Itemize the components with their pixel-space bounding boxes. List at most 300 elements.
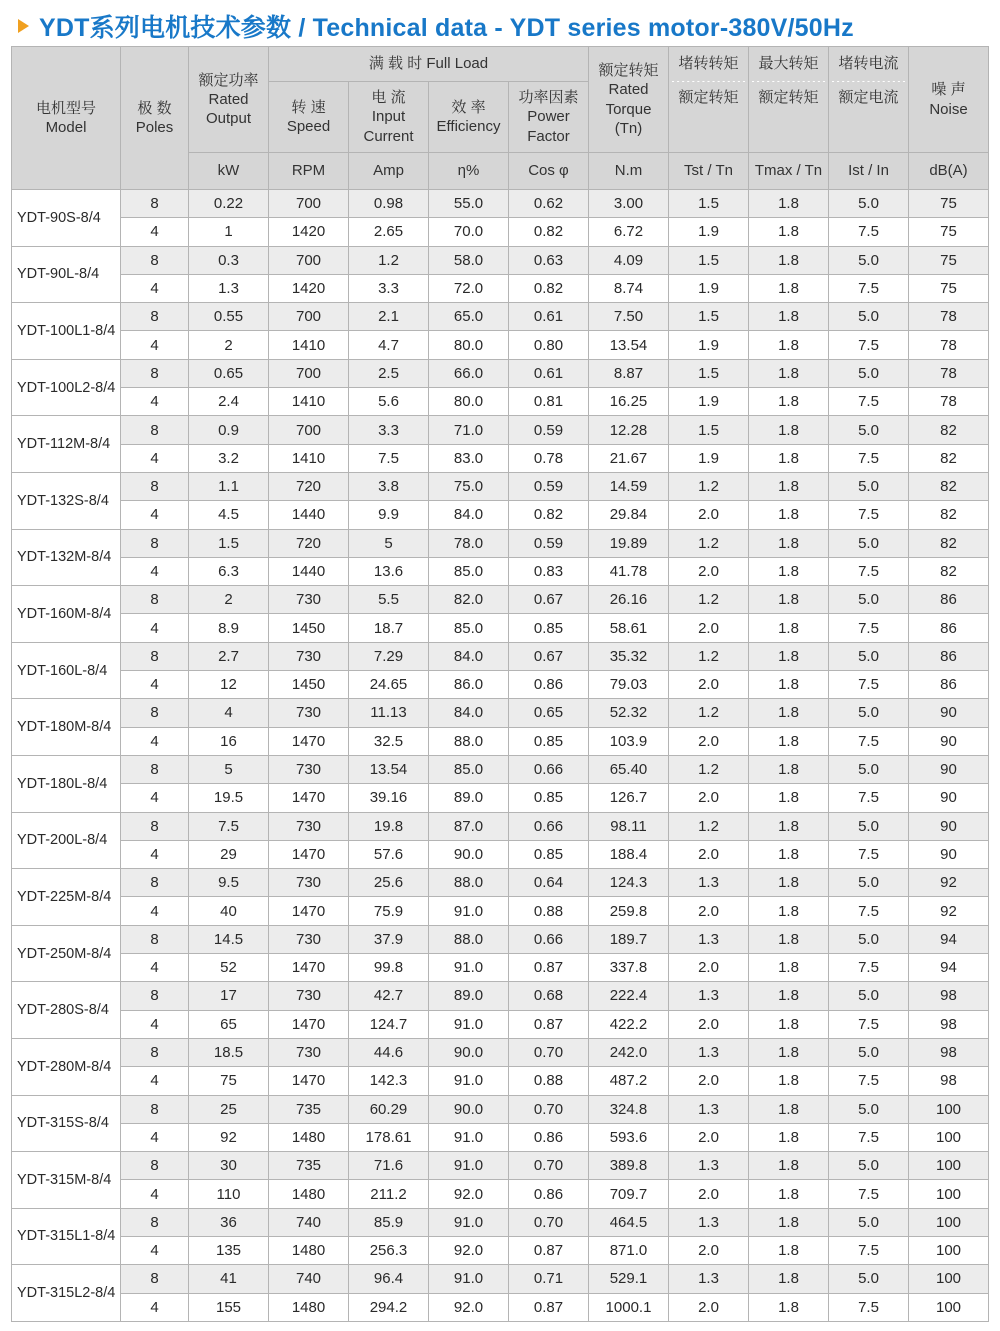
table-cell: 0.59 bbox=[509, 529, 589, 557]
table-cell: 75 bbox=[189, 1067, 269, 1095]
header-power-factor: 功率因素 Power Factor bbox=[509, 82, 589, 153]
table-row bbox=[12, 1010, 989, 1038]
table-cell: 7.5 bbox=[829, 840, 909, 868]
table-cell: 700 bbox=[269, 303, 349, 331]
table-cell: 8 bbox=[121, 1265, 189, 1293]
table-cell: 294.2 bbox=[349, 1293, 429, 1321]
header-noise: 噪 声 Noise bbox=[909, 47, 989, 153]
table-cell: 1.8 bbox=[749, 274, 829, 302]
table-cell: 1.8 bbox=[749, 501, 829, 529]
unit-cos-phi: Cos φ bbox=[509, 153, 589, 190]
table-cell: 85.0 bbox=[429, 557, 509, 585]
header-rated-torque: 额定转矩 Rated Torque (Tn) bbox=[589, 47, 669, 153]
table-cell: 7.5 bbox=[829, 1180, 909, 1208]
table-cell: 0.87 bbox=[509, 954, 589, 982]
table-cell: 52.32 bbox=[589, 699, 669, 727]
table-cell: 4 bbox=[121, 1236, 189, 1264]
table-cell: 1.8 bbox=[749, 1152, 829, 1180]
table-cell: 2.0 bbox=[669, 501, 749, 529]
table-cell: 0.55 bbox=[189, 303, 269, 331]
table-cell: 1.2 bbox=[669, 472, 749, 500]
table-cell: 16.25 bbox=[589, 388, 669, 416]
table-cell: 8 bbox=[121, 755, 189, 783]
table-cell: 0.86 bbox=[509, 1123, 589, 1151]
table-cell: 100 bbox=[909, 1095, 989, 1123]
table-cell: 7.29 bbox=[349, 642, 429, 670]
table-cell: 58.61 bbox=[589, 614, 669, 642]
table-cell: 4 bbox=[189, 699, 269, 727]
model-name-cell: YDT-280S-8/4 bbox=[12, 982, 121, 1039]
table-cell: 70.0 bbox=[429, 218, 509, 246]
table-cell: 1.9 bbox=[669, 274, 749, 302]
header-rated-output: 额定功率 Rated Output bbox=[189, 47, 269, 153]
table-cell: 8.9 bbox=[189, 614, 269, 642]
table-cell: 78.0 bbox=[429, 529, 509, 557]
table-cell: 8 bbox=[121, 303, 189, 331]
table-cell: 1.8 bbox=[749, 246, 829, 274]
table-cell: 7.5 bbox=[829, 331, 909, 359]
table-cell: 2.5 bbox=[349, 359, 429, 387]
model-name-cell: YDT-100L1-8/4 bbox=[12, 303, 121, 360]
table-row bbox=[12, 925, 989, 953]
table-cell: 5.0 bbox=[829, 642, 909, 670]
table-cell: 1480 bbox=[269, 1123, 349, 1151]
table-cell: 5 bbox=[349, 529, 429, 557]
table-cell: 85.0 bbox=[429, 614, 509, 642]
table-row bbox=[12, 642, 989, 670]
table-cell: 75.9 bbox=[349, 897, 429, 925]
table-cell: 1.2 bbox=[669, 699, 749, 727]
table-row bbox=[12, 359, 989, 387]
table-cell: 0.70 bbox=[509, 1038, 589, 1066]
table-cell: 700 bbox=[269, 190, 349, 218]
table-body bbox=[12, 190, 989, 1322]
table-cell: 0.68 bbox=[509, 982, 589, 1010]
table-cell: 259.8 bbox=[589, 897, 669, 925]
unit-efficiency: η% bbox=[429, 153, 509, 190]
table-row bbox=[12, 501, 989, 529]
table-cell: 82 bbox=[909, 557, 989, 585]
unit-db: dB(A) bbox=[909, 153, 989, 190]
table-cell: 1.8 bbox=[749, 416, 829, 444]
table-cell: 720 bbox=[269, 472, 349, 500]
table-cell: 21.67 bbox=[589, 444, 669, 472]
table-cell: 98 bbox=[909, 1067, 989, 1095]
table-cell: 4 bbox=[121, 954, 189, 982]
table-cell: 1.8 bbox=[749, 784, 829, 812]
table-cell: 0.70 bbox=[509, 1152, 589, 1180]
table-cell: 1.8 bbox=[749, 1293, 829, 1321]
table-cell: 4 bbox=[121, 1180, 189, 1208]
table-cell: 0.82 bbox=[509, 218, 589, 246]
table-cell: 98 bbox=[909, 982, 989, 1010]
table-cell: 2.0 bbox=[669, 614, 749, 642]
table-cell: 0.85 bbox=[509, 727, 589, 755]
table-row bbox=[12, 1123, 989, 1151]
table-cell: 1.8 bbox=[749, 1208, 829, 1236]
header-model: 电机型号 Model bbox=[12, 47, 121, 190]
table-cell: 730 bbox=[269, 699, 349, 727]
table-cell: 730 bbox=[269, 586, 349, 614]
triangle-bullet-icon bbox=[18, 19, 29, 33]
table-cell: 91.0 bbox=[429, 897, 509, 925]
table-row bbox=[12, 331, 989, 359]
table-cell: 92 bbox=[189, 1123, 269, 1151]
table-cell: 1.8 bbox=[749, 1123, 829, 1151]
table-cell: 12.28 bbox=[589, 416, 669, 444]
model-name-cell: YDT-315M-8/4 bbox=[12, 1152, 121, 1209]
model-name-cell: YDT-250M-8/4 bbox=[12, 925, 121, 982]
table-cell: 90.0 bbox=[429, 1038, 509, 1066]
table-row bbox=[12, 529, 989, 557]
table-cell: 8 bbox=[121, 359, 189, 387]
table-cell: 2.0 bbox=[669, 1180, 749, 1208]
table-row bbox=[12, 869, 989, 897]
table-cell: 86 bbox=[909, 671, 989, 699]
table-cell: 4 bbox=[121, 1123, 189, 1151]
table-cell: 7.5 bbox=[829, 218, 909, 246]
table-cell: 2.1 bbox=[349, 303, 429, 331]
table-cell: 6.72 bbox=[589, 218, 669, 246]
table-cell: 7.5 bbox=[829, 727, 909, 755]
table-cell: 7.5 bbox=[829, 1293, 909, 1321]
table-cell: 8 bbox=[121, 246, 189, 274]
table-cell: 7.5 bbox=[829, 388, 909, 416]
table-cell: 82 bbox=[909, 444, 989, 472]
table-cell: 25 bbox=[189, 1095, 269, 1123]
table-cell: 735 bbox=[269, 1152, 349, 1180]
table-cell: 8 bbox=[121, 190, 189, 218]
table-cell: 142.3 bbox=[349, 1067, 429, 1095]
table-cell: 1.8 bbox=[749, 1010, 829, 1038]
table-cell: 1.9 bbox=[669, 388, 749, 416]
table-cell: 2.0 bbox=[669, 897, 749, 925]
table-cell: 871.0 bbox=[589, 1236, 669, 1264]
table-cell: 1.2 bbox=[669, 642, 749, 670]
table-cell: 0.70 bbox=[509, 1095, 589, 1123]
table-cell: 4 bbox=[121, 331, 189, 359]
table-cell: 1420 bbox=[269, 274, 349, 302]
table-cell: 389.8 bbox=[589, 1152, 669, 1180]
table-cell: 1.8 bbox=[749, 1180, 829, 1208]
table-cell: 5.0 bbox=[829, 586, 909, 614]
table-cell: 8 bbox=[121, 1152, 189, 1180]
table-row bbox=[12, 586, 989, 614]
table-cell: 100 bbox=[909, 1208, 989, 1236]
table-cell: 0.65 bbox=[509, 699, 589, 727]
table-cell: 78 bbox=[909, 388, 989, 416]
table-cell: 2.0 bbox=[669, 671, 749, 699]
table-cell: 88.0 bbox=[429, 869, 509, 897]
table-cell: 1.8 bbox=[749, 897, 829, 925]
table-cell: 4 bbox=[121, 671, 189, 699]
table-cell: 1450 bbox=[269, 671, 349, 699]
table-cell: 1.8 bbox=[749, 1095, 829, 1123]
table-cell: 91.0 bbox=[429, 1208, 509, 1236]
table-cell: 1.8 bbox=[749, 388, 829, 416]
table-cell: 1.3 bbox=[669, 925, 749, 953]
table-cell: 86 bbox=[909, 614, 989, 642]
table-row bbox=[12, 1208, 989, 1236]
table-cell: 1000.1 bbox=[589, 1293, 669, 1321]
unit-tst-tn: Tst / Tn bbox=[669, 153, 749, 190]
table-cell: 7.5 bbox=[829, 671, 909, 699]
table-cell: 1.9 bbox=[669, 218, 749, 246]
table-cell: 126.7 bbox=[589, 784, 669, 812]
table-cell: 14.5 bbox=[189, 925, 269, 953]
table-cell: 90.0 bbox=[429, 1095, 509, 1123]
table-cell: 1.3 bbox=[669, 869, 749, 897]
table-cell: 0.83 bbox=[509, 557, 589, 585]
table-cell: 730 bbox=[269, 755, 349, 783]
table-cell: 0.67 bbox=[509, 642, 589, 670]
table-cell: 41 bbox=[189, 1265, 269, 1293]
table-cell: 1.2 bbox=[669, 812, 749, 840]
model-name-cell: YDT-132M-8/4 bbox=[12, 529, 121, 586]
table-row bbox=[12, 954, 989, 982]
table-cell: 86.0 bbox=[429, 671, 509, 699]
table-cell: 1.2 bbox=[349, 246, 429, 274]
table-cell: 735 bbox=[269, 1095, 349, 1123]
table-cell: 1470 bbox=[269, 954, 349, 982]
model-name-cell: YDT-280M-8/4 bbox=[12, 1038, 121, 1095]
table-cell: 1.8 bbox=[749, 303, 829, 331]
table-cell: 0.78 bbox=[509, 444, 589, 472]
table-cell: 35.32 bbox=[589, 642, 669, 670]
technical-data-table bbox=[11, 46, 989, 1322]
table-cell: 44.6 bbox=[349, 1038, 429, 1066]
table-cell: 0.59 bbox=[509, 472, 589, 500]
table-row bbox=[12, 303, 989, 331]
table-row bbox=[12, 190, 989, 218]
table-cell: 1470 bbox=[269, 1010, 349, 1038]
table-cell: 90 bbox=[909, 755, 989, 783]
table-cell: 178.61 bbox=[349, 1123, 429, 1151]
table-cell: 1.8 bbox=[749, 586, 829, 614]
table-cell: 0.22 bbox=[189, 190, 269, 218]
table-cell: 39.16 bbox=[349, 784, 429, 812]
table-cell: 2.0 bbox=[669, 784, 749, 812]
table-cell: 2 bbox=[189, 586, 269, 614]
table-cell: 96.4 bbox=[349, 1265, 429, 1293]
table-row bbox=[12, 755, 989, 783]
table-row bbox=[12, 218, 989, 246]
table-cell: 7.5 bbox=[829, 1236, 909, 1264]
table-cell: 5.0 bbox=[829, 869, 909, 897]
table-cell: 8 bbox=[121, 416, 189, 444]
table-cell: 8.87 bbox=[589, 359, 669, 387]
table-cell: 1480 bbox=[269, 1180, 349, 1208]
table-cell: 1.8 bbox=[749, 1067, 829, 1095]
table-cell: 709.7 bbox=[589, 1180, 669, 1208]
table-cell: 1.3 bbox=[669, 982, 749, 1010]
table-cell: 57.6 bbox=[349, 840, 429, 868]
table-cell: 103.9 bbox=[589, 727, 669, 755]
table-cell: 100 bbox=[909, 1152, 989, 1180]
table-cell: 7.5 bbox=[829, 897, 909, 925]
table-cell: 75 bbox=[909, 246, 989, 274]
table-cell: 1.8 bbox=[749, 869, 829, 897]
table-cell: 7.50 bbox=[589, 303, 669, 331]
table-cell: 1.8 bbox=[749, 218, 829, 246]
table-row bbox=[12, 982, 989, 1010]
table-cell: 58.0 bbox=[429, 246, 509, 274]
table-cell: 65 bbox=[189, 1010, 269, 1038]
table-cell: 90 bbox=[909, 727, 989, 755]
table-cell: 487.2 bbox=[589, 1067, 669, 1095]
table-cell: 2.0 bbox=[669, 840, 749, 868]
table-cell: 5.0 bbox=[829, 190, 909, 218]
table-cell: 1420 bbox=[269, 218, 349, 246]
table-row bbox=[12, 416, 989, 444]
table-cell: 19.5 bbox=[189, 784, 269, 812]
table-cell: 730 bbox=[269, 1038, 349, 1066]
table-cell: 2.0 bbox=[669, 1067, 749, 1095]
table-cell: 1.8 bbox=[749, 755, 829, 783]
table-cell: 94 bbox=[909, 925, 989, 953]
table-cell: 422.2 bbox=[589, 1010, 669, 1038]
table-cell: 4 bbox=[121, 444, 189, 472]
table-row bbox=[12, 472, 989, 500]
table-cell: 90.0 bbox=[429, 840, 509, 868]
table-header bbox=[12, 47, 989, 190]
header-input-current: 电 流 Input Current bbox=[349, 82, 429, 153]
table-cell: 87.0 bbox=[429, 812, 509, 840]
table-cell: 2.0 bbox=[669, 1123, 749, 1151]
header-locked-torque-bottom: 额定转矩 bbox=[669, 82, 749, 153]
table-cell: 0.85 bbox=[509, 840, 589, 868]
table-cell: 80.0 bbox=[429, 331, 509, 359]
table-cell: 7.5 bbox=[829, 274, 909, 302]
table-cell: 99.8 bbox=[349, 954, 429, 982]
table-cell: 7.5 bbox=[349, 444, 429, 472]
table-cell: 3.00 bbox=[589, 190, 669, 218]
table-cell: 5.5 bbox=[349, 586, 429, 614]
table-cell: 1470 bbox=[269, 1067, 349, 1095]
table-cell: 7.5 bbox=[829, 954, 909, 982]
header-locked-current-bottom: 额定电流 bbox=[829, 82, 909, 153]
header-full-load: 满 载 时 Full Load bbox=[269, 47, 589, 82]
table-cell: 135 bbox=[189, 1236, 269, 1264]
table-cell: 8 bbox=[121, 1208, 189, 1236]
table-cell: 0.86 bbox=[509, 1180, 589, 1208]
table-cell: 1.5 bbox=[189, 529, 269, 557]
table-cell: 91.0 bbox=[429, 1010, 509, 1038]
table-cell: 700 bbox=[269, 246, 349, 274]
table-cell: 4 bbox=[121, 274, 189, 302]
table-cell: 1.8 bbox=[749, 444, 829, 472]
table-cell: 0.71 bbox=[509, 1265, 589, 1293]
table-cell: 4 bbox=[121, 557, 189, 585]
table-cell: 2.4 bbox=[189, 388, 269, 416]
table-cell: 13.54 bbox=[589, 331, 669, 359]
table-cell: 79.03 bbox=[589, 671, 669, 699]
table-cell: 1.2 bbox=[669, 529, 749, 557]
table-cell: 4 bbox=[121, 897, 189, 925]
table-cell: 0.85 bbox=[509, 614, 589, 642]
table-cell: 124.7 bbox=[349, 1010, 429, 1038]
table-cell: 464.5 bbox=[589, 1208, 669, 1236]
table-row bbox=[12, 1236, 989, 1264]
table-cell: 1470 bbox=[269, 840, 349, 868]
table-cell: 730 bbox=[269, 925, 349, 953]
table-cell: 1.9 bbox=[669, 331, 749, 359]
table-cell: 11.13 bbox=[349, 699, 429, 727]
table-cell: 5.0 bbox=[829, 1152, 909, 1180]
unit-ist-in: Ist / In bbox=[829, 153, 909, 190]
model-name-cell: YDT-160M-8/4 bbox=[12, 586, 121, 643]
table-cell: 4 bbox=[121, 501, 189, 529]
table-cell: 2.65 bbox=[349, 218, 429, 246]
table-cell: 90 bbox=[909, 699, 989, 727]
table-cell: 29 bbox=[189, 840, 269, 868]
table-cell: 124.3 bbox=[589, 869, 669, 897]
table-cell: 5.0 bbox=[829, 925, 909, 953]
header-poles: 极 数 Poles bbox=[121, 47, 189, 190]
table-cell: 188.4 bbox=[589, 840, 669, 868]
table-cell: 5.0 bbox=[829, 699, 909, 727]
table-cell: 1410 bbox=[269, 331, 349, 359]
table-cell: 26.16 bbox=[589, 586, 669, 614]
table-cell: 1.5 bbox=[669, 359, 749, 387]
table-cell: 4 bbox=[121, 840, 189, 868]
table-cell: 730 bbox=[269, 812, 349, 840]
model-name-cell: YDT-100L2-8/4 bbox=[12, 359, 121, 416]
table-cell: 1.8 bbox=[749, 954, 829, 982]
table-cell: 89.0 bbox=[429, 982, 509, 1010]
table-cell: 2.7 bbox=[189, 642, 269, 670]
table-cell: 7.5 bbox=[829, 557, 909, 585]
table-row bbox=[12, 614, 989, 642]
model-name-cell: YDT-90L-8/4 bbox=[12, 246, 121, 303]
table-cell: 1.3 bbox=[669, 1038, 749, 1066]
table-cell: 222.4 bbox=[589, 982, 669, 1010]
table-cell: 100 bbox=[909, 1265, 989, 1293]
table-cell: 82 bbox=[909, 529, 989, 557]
table-cell: 82 bbox=[909, 501, 989, 529]
table-cell: 8 bbox=[121, 869, 189, 897]
table-cell: 8 bbox=[121, 699, 189, 727]
table-cell: 75.0 bbox=[429, 472, 509, 500]
table-cell: 1.2 bbox=[669, 755, 749, 783]
table-cell: 89.0 bbox=[429, 784, 509, 812]
table-cell: 8 bbox=[121, 586, 189, 614]
table-cell: 1470 bbox=[269, 784, 349, 812]
table-row bbox=[12, 1067, 989, 1095]
unit-kw: kW bbox=[189, 153, 269, 190]
table-cell: 16 bbox=[189, 727, 269, 755]
model-name-cell: YDT-200L-8/4 bbox=[12, 812, 121, 869]
table-cell: 1.8 bbox=[749, 925, 829, 953]
table-cell: 86 bbox=[909, 586, 989, 614]
table-cell: 593.6 bbox=[589, 1123, 669, 1151]
table-cell: 8 bbox=[121, 812, 189, 840]
table-cell: 0.66 bbox=[509, 812, 589, 840]
table-row bbox=[12, 1293, 989, 1321]
table-cell: 1.5 bbox=[669, 416, 749, 444]
table-cell: 100 bbox=[909, 1123, 989, 1151]
table-cell: 730 bbox=[269, 869, 349, 897]
table-cell: 720 bbox=[269, 529, 349, 557]
table-cell: 740 bbox=[269, 1208, 349, 1236]
table-cell: 1.8 bbox=[749, 1038, 829, 1066]
table-cell: 84.0 bbox=[429, 699, 509, 727]
table-cell: 52 bbox=[189, 954, 269, 982]
table-cell: 0.9 bbox=[189, 416, 269, 444]
table-cell: 5.0 bbox=[829, 1095, 909, 1123]
table-cell: 85.9 bbox=[349, 1208, 429, 1236]
model-name-cell: YDT-315L2-8/4 bbox=[12, 1265, 121, 1322]
